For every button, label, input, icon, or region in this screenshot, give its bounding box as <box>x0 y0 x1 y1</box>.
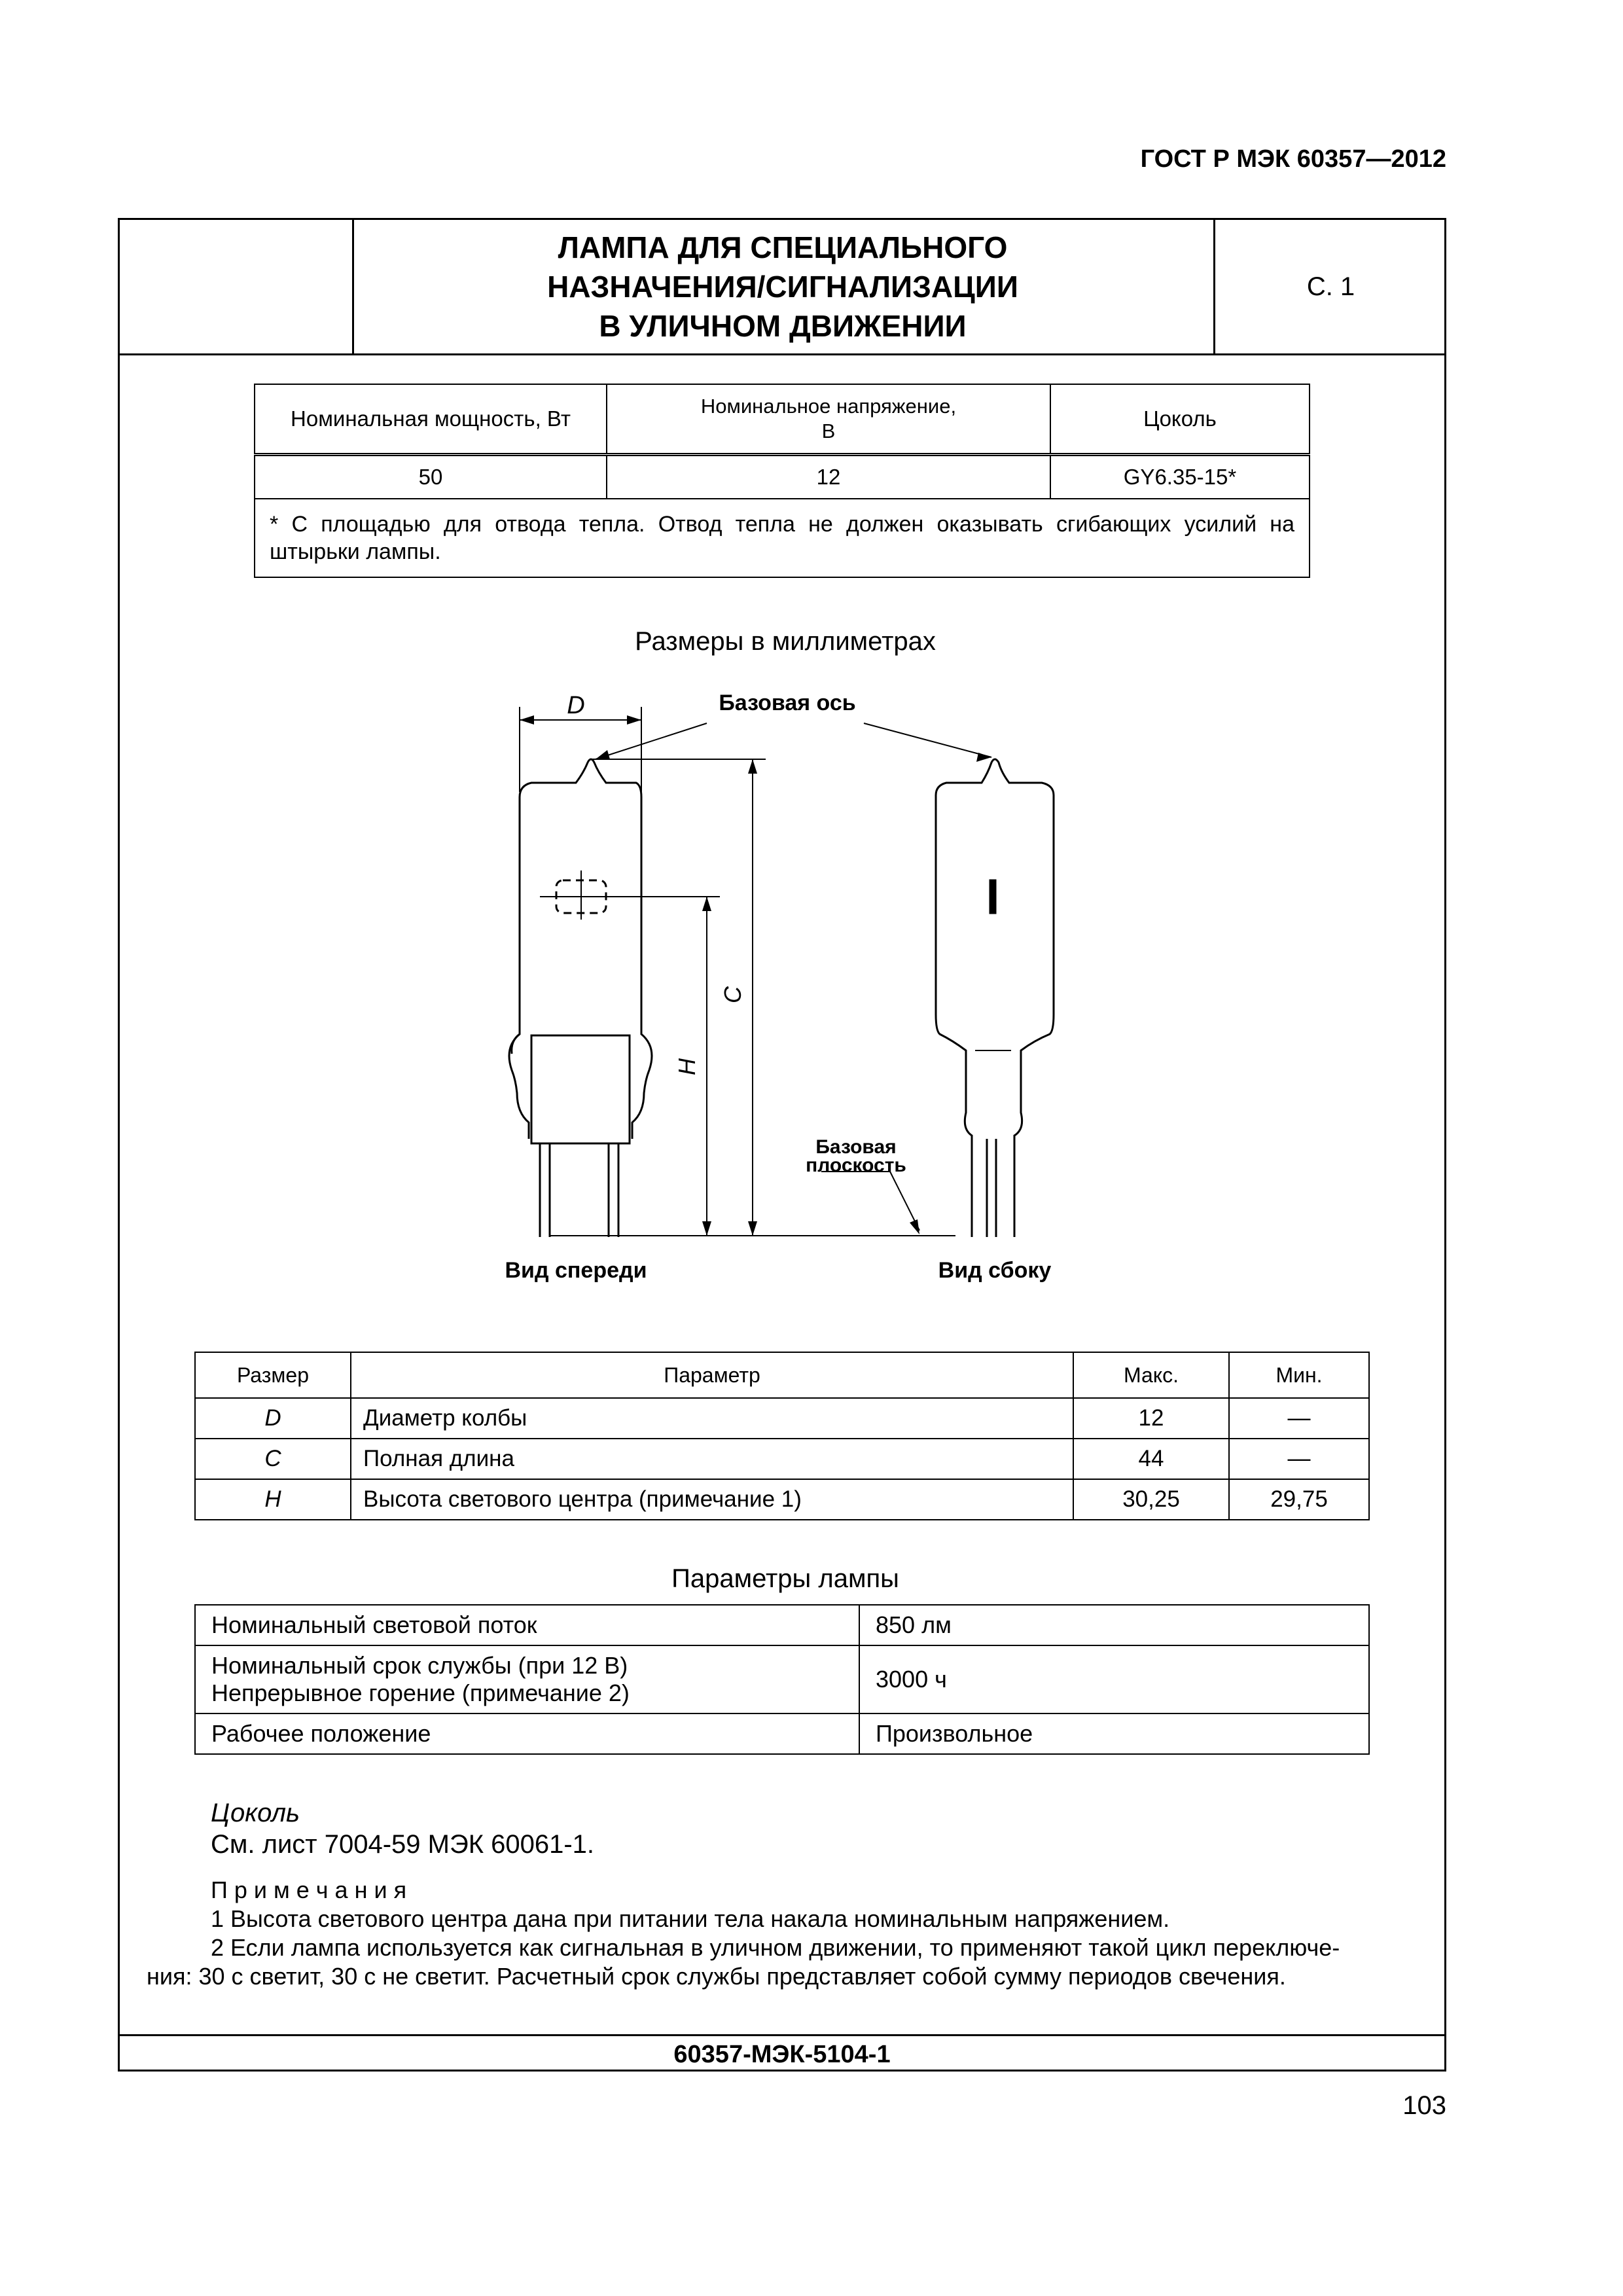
cell-param: Номинальный световой поток <box>195 1605 859 1645</box>
arrow-head <box>596 750 610 759</box>
cell-min: 29,75 <box>1229 1479 1369 1520</box>
label-d: D <box>567 692 585 719</box>
footnote-row <box>255 499 1310 577</box>
notes-title: П р и м е ч а н и я <box>211 1876 407 1903</box>
cell-min: — <box>1229 1398 1369 1439</box>
front-view-base <box>531 1035 630 1143</box>
base-axis-leader <box>864 723 991 757</box>
cell-voltage: 12 <box>607 455 1050 499</box>
table-header-row <box>255 384 1310 455</box>
sheet-title-line-1: ЛАМПА ДЛЯ СПЕЦИАЛЬНОГО <box>558 230 1008 264</box>
arrow-head <box>702 897 711 911</box>
arrow-head <box>748 759 757 774</box>
cell-max: 30,25 <box>1073 1479 1229 1520</box>
label-h: H <box>673 1058 700 1075</box>
header-dimension: Размер <box>195 1352 351 1398</box>
base-axis-leader <box>596 723 707 759</box>
title-block <box>120 220 1444 355</box>
cell-cap: GY6.35-15* <box>1050 455 1310 499</box>
table-header-row <box>195 1352 1369 1398</box>
arrow-head <box>702 1221 711 1236</box>
cell-parameter: Диаметр колбы <box>351 1398 1073 1439</box>
table-row <box>255 455 1310 499</box>
label-base-plane-line-1: Базовая <box>815 1136 897 1158</box>
sheet-number: С. 1 <box>1213 220 1446 353</box>
table-row <box>195 1645 1369 1713</box>
label-front-view: Вид спереди <box>505 1258 647 1283</box>
cell-parameter: Высота светового центра (примечание 1) <box>351 1479 1073 1520</box>
arrow-head <box>976 753 991 762</box>
cell-param-line-1: Номинальный срок службы (при 12 В) <box>211 1652 628 1679</box>
note-1: 1 Высота светового центра дана при питании тела накала номинальным напряжением. <box>211 1905 1170 1932</box>
label-side-view: Вид сбоку <box>938 1258 1052 1283</box>
header-voltage <box>607 384 1050 455</box>
header-voltage-line-2: В <box>821 420 836 442</box>
lamp-drawing <box>458 661 1113 1309</box>
dimensions-table <box>194 1352 1370 1520</box>
cell-param-line-2: Непрерывное горение (примечание 2) <box>211 1679 630 1706</box>
cell-value: 3000 ч <box>859 1645 1369 1713</box>
lamp-params-table <box>194 1604 1370 1755</box>
cell-power: 50 <box>255 455 607 499</box>
sheet-code: 60357-МЭК-5104-1 <box>118 2034 1446 2072</box>
cell-param: Рабочее положение <box>195 1713 859 1754</box>
cap-title: Цоколь <box>211 1799 300 1827</box>
side-view-lamp-outline <box>936 759 1054 1237</box>
lamp-params-title: Параметры лампы <box>671 1564 899 1593</box>
arrow-head <box>910 1219 919 1234</box>
cap-text: См. лист 7004-59 МЭК 60061-1. <box>211 1830 595 1859</box>
table-row <box>195 1713 1369 1754</box>
header-parameter: Параметр <box>351 1352 1073 1398</box>
arrow-head <box>627 715 641 725</box>
cell-param <box>195 1645 859 1713</box>
standard-header: ГОСТ Р МЭК 60357—2012 <box>1140 145 1446 173</box>
cell-parameter: Полная длина <box>351 1439 1073 1479</box>
cell-dimension: D <box>195 1398 351 1439</box>
drawing-caption: Размеры в миллиметрах <box>635 627 936 656</box>
cell-value: Произвольное <box>859 1713 1369 1754</box>
sheet-title-line-3: В УЛИЧНОМ ДВИЖЕНИИ <box>599 309 967 343</box>
header-max: Макс. <box>1073 1352 1229 1398</box>
arrow-head <box>520 715 534 725</box>
table-row <box>195 1479 1369 1520</box>
note-2-line-1: 2 Если лампа используется как сигнальная в уличном движении, то применяют такой цикл переключе- <box>211 1934 1340 1961</box>
cell-max: 12 <box>1073 1398 1229 1439</box>
side-view-filament <box>990 880 995 913</box>
cell-min: — <box>1229 1439 1369 1479</box>
header-voltage-line-1: Номинальное напряжение, <box>700 395 957 418</box>
header-cap: Цоколь <box>1050 384 1310 455</box>
cell-dimension: C <box>195 1439 351 1479</box>
rating-footnote: * С площадью для отвода тепла. Отвод тепла не должен оказывать сгибающих усилий на штырьки лампы. <box>255 499 1310 577</box>
page-number: 103 <box>1402 2091 1446 2120</box>
label-base-axis: Базовая ось <box>719 691 856 715</box>
cell-value: 850 лм <box>859 1605 1369 1645</box>
label-c: C <box>719 986 746 1003</box>
header-min: Мин. <box>1229 1352 1369 1398</box>
arrow-head <box>748 1221 757 1236</box>
title-left-cell <box>120 220 354 353</box>
note-2-line-2: ния: 30 с светит, 30 с не светит. Расчетный срок службы представляет собой сумму периодов свечения. <box>147 1963 1286 1990</box>
sheet-title <box>354 220 1211 353</box>
table-row <box>195 1439 1369 1479</box>
sheet-title-line-2: НАЗНАЧЕНИЯ/СИГНАЛИЗАЦИИ <box>547 270 1018 304</box>
cell-max: 44 <box>1073 1439 1229 1479</box>
rating-table <box>254 384 1310 578</box>
table-row <box>195 1605 1369 1645</box>
cell-dimension: H <box>195 1479 351 1520</box>
header-power: Номинальная мощность, Вт <box>255 384 607 455</box>
label-base-plane-line-2: плоскость <box>806 1155 906 1176</box>
front-view-bulb-neck <box>512 1034 520 1054</box>
table-row <box>195 1398 1369 1439</box>
